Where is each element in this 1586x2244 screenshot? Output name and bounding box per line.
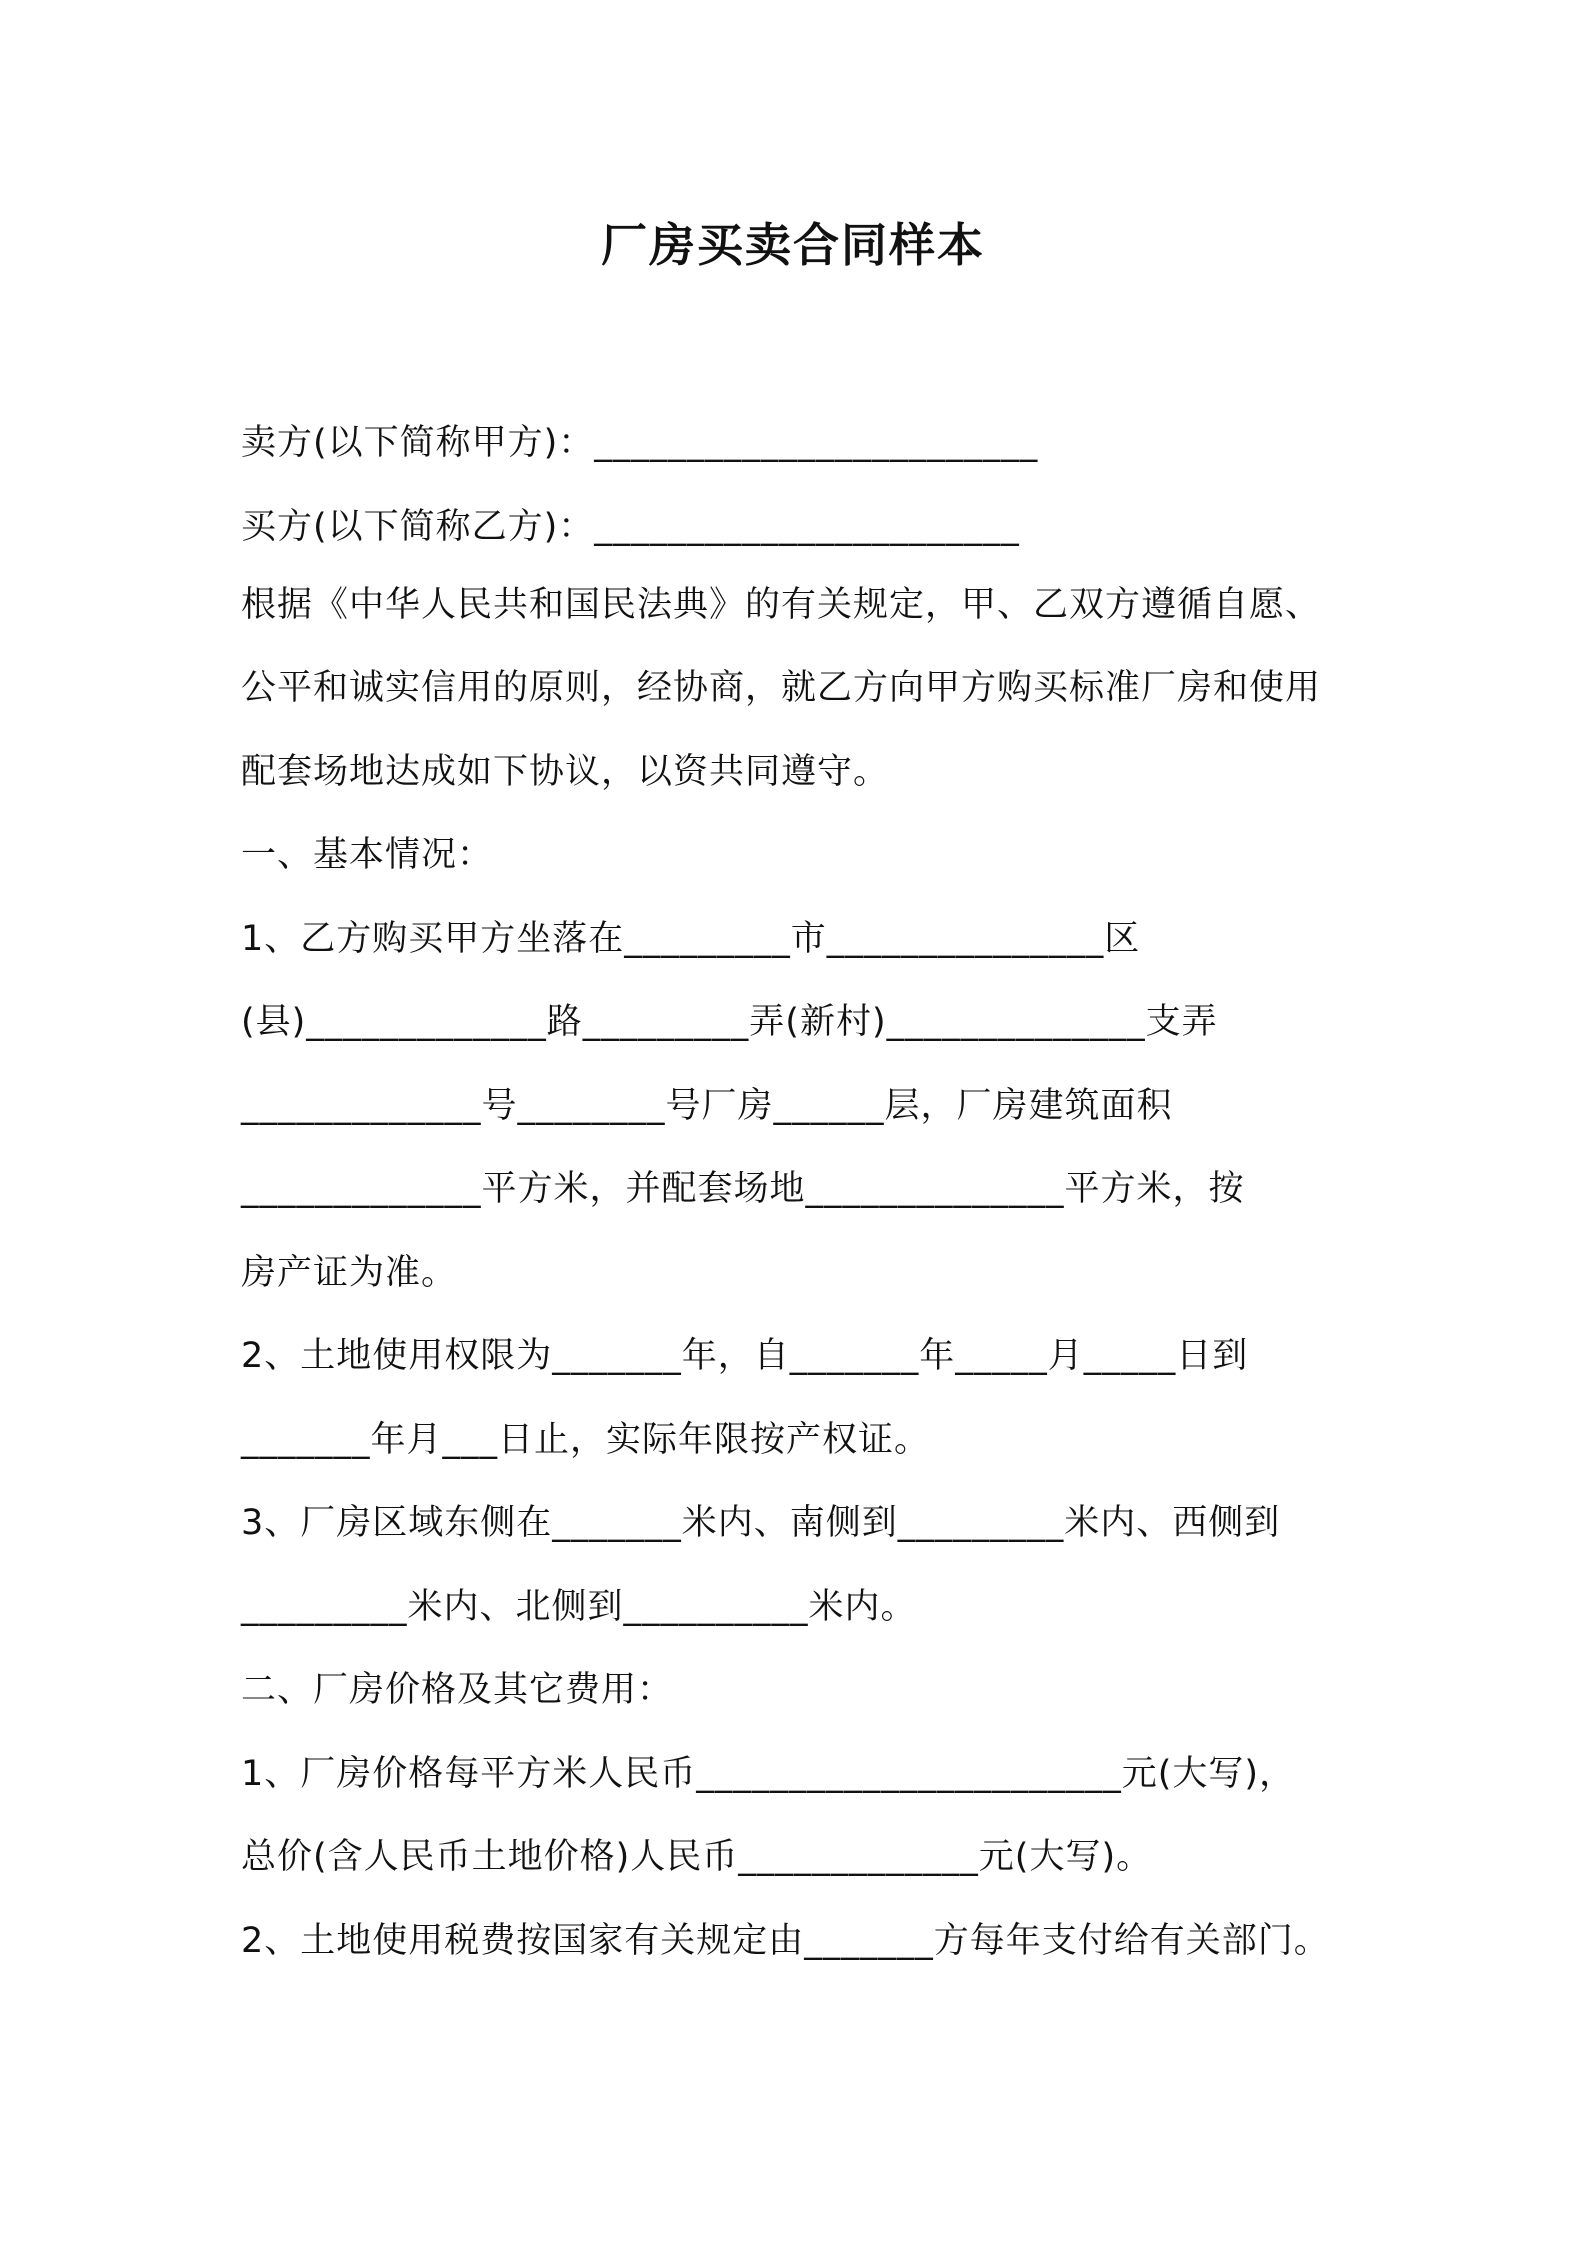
clause-1-3-line-2: _________米内、北侧到__________米内。 bbox=[241, 1587, 917, 1627]
clause-1-2-line-1: 2、土地使用权限为_______年，自_______年_____月_____日到 bbox=[241, 1336, 1249, 1376]
preamble-line-3: 配套场地达成如下协议，以资共同遵守。 bbox=[241, 752, 890, 792]
clause-1-1-line-4: _____________平方米，并配套场地______________平方米，按 bbox=[241, 1169, 1245, 1209]
clause-1-1-line-1: 1、乙方购买甲方坐落在_________市_______________区 bbox=[241, 919, 1141, 959]
preamble-line-1: 根据《中华人民共和国民法典》的有关规定，甲、乙双方遵循自愿、 bbox=[241, 585, 1322, 625]
buyer-line: 买方(以下简称乙方)：_______________________ bbox=[241, 507, 1020, 547]
document-title: 厂房买卖合同样本 bbox=[601, 218, 985, 272]
clause-2-1-line-1: 1、厂房价格每平方米人民币_______________________元(大写)， bbox=[241, 1754, 1296, 1794]
clause-1-1-line-5: 房产证为准。 bbox=[241, 1253, 458, 1293]
clause-2-1-line-2: 总价(含人民币土地价格)人民币_____________元(大写)。 bbox=[241, 1837, 1153, 1877]
clause-1-3-line-1: 3、厂房区域东侧在_______米内、南侧到_________米内、西侧到 bbox=[241, 1503, 1281, 1543]
preamble-line-2: 公平和诚实信用的原则，经协商，就乙方向甲方购买标准厂房和使用 bbox=[241, 668, 1322, 708]
section-1-heading: 一、基本情况： bbox=[241, 835, 494, 875]
section-2-heading: 二、厂房价格及其它费用： bbox=[241, 1670, 674, 1710]
clause-2-2-line-1: 2、土地使用税费按国家有关规定由_______方每年支付给有关部门。 bbox=[241, 1921, 1330, 1961]
clause-1-2-line-2: _______年月___日止，实际年限按产权证。 bbox=[241, 1420, 931, 1460]
clause-1-1-line-2: (县)_____________路_________弄(新村)______________支弄 bbox=[241, 1002, 1218, 1042]
seller-line: 卖方(以下简称甲方)：________________________ bbox=[241, 423, 1039, 463]
clause-1-1-line-3: _____________号________号厂房______层，厂房建筑面积 bbox=[241, 1086, 1173, 1126]
